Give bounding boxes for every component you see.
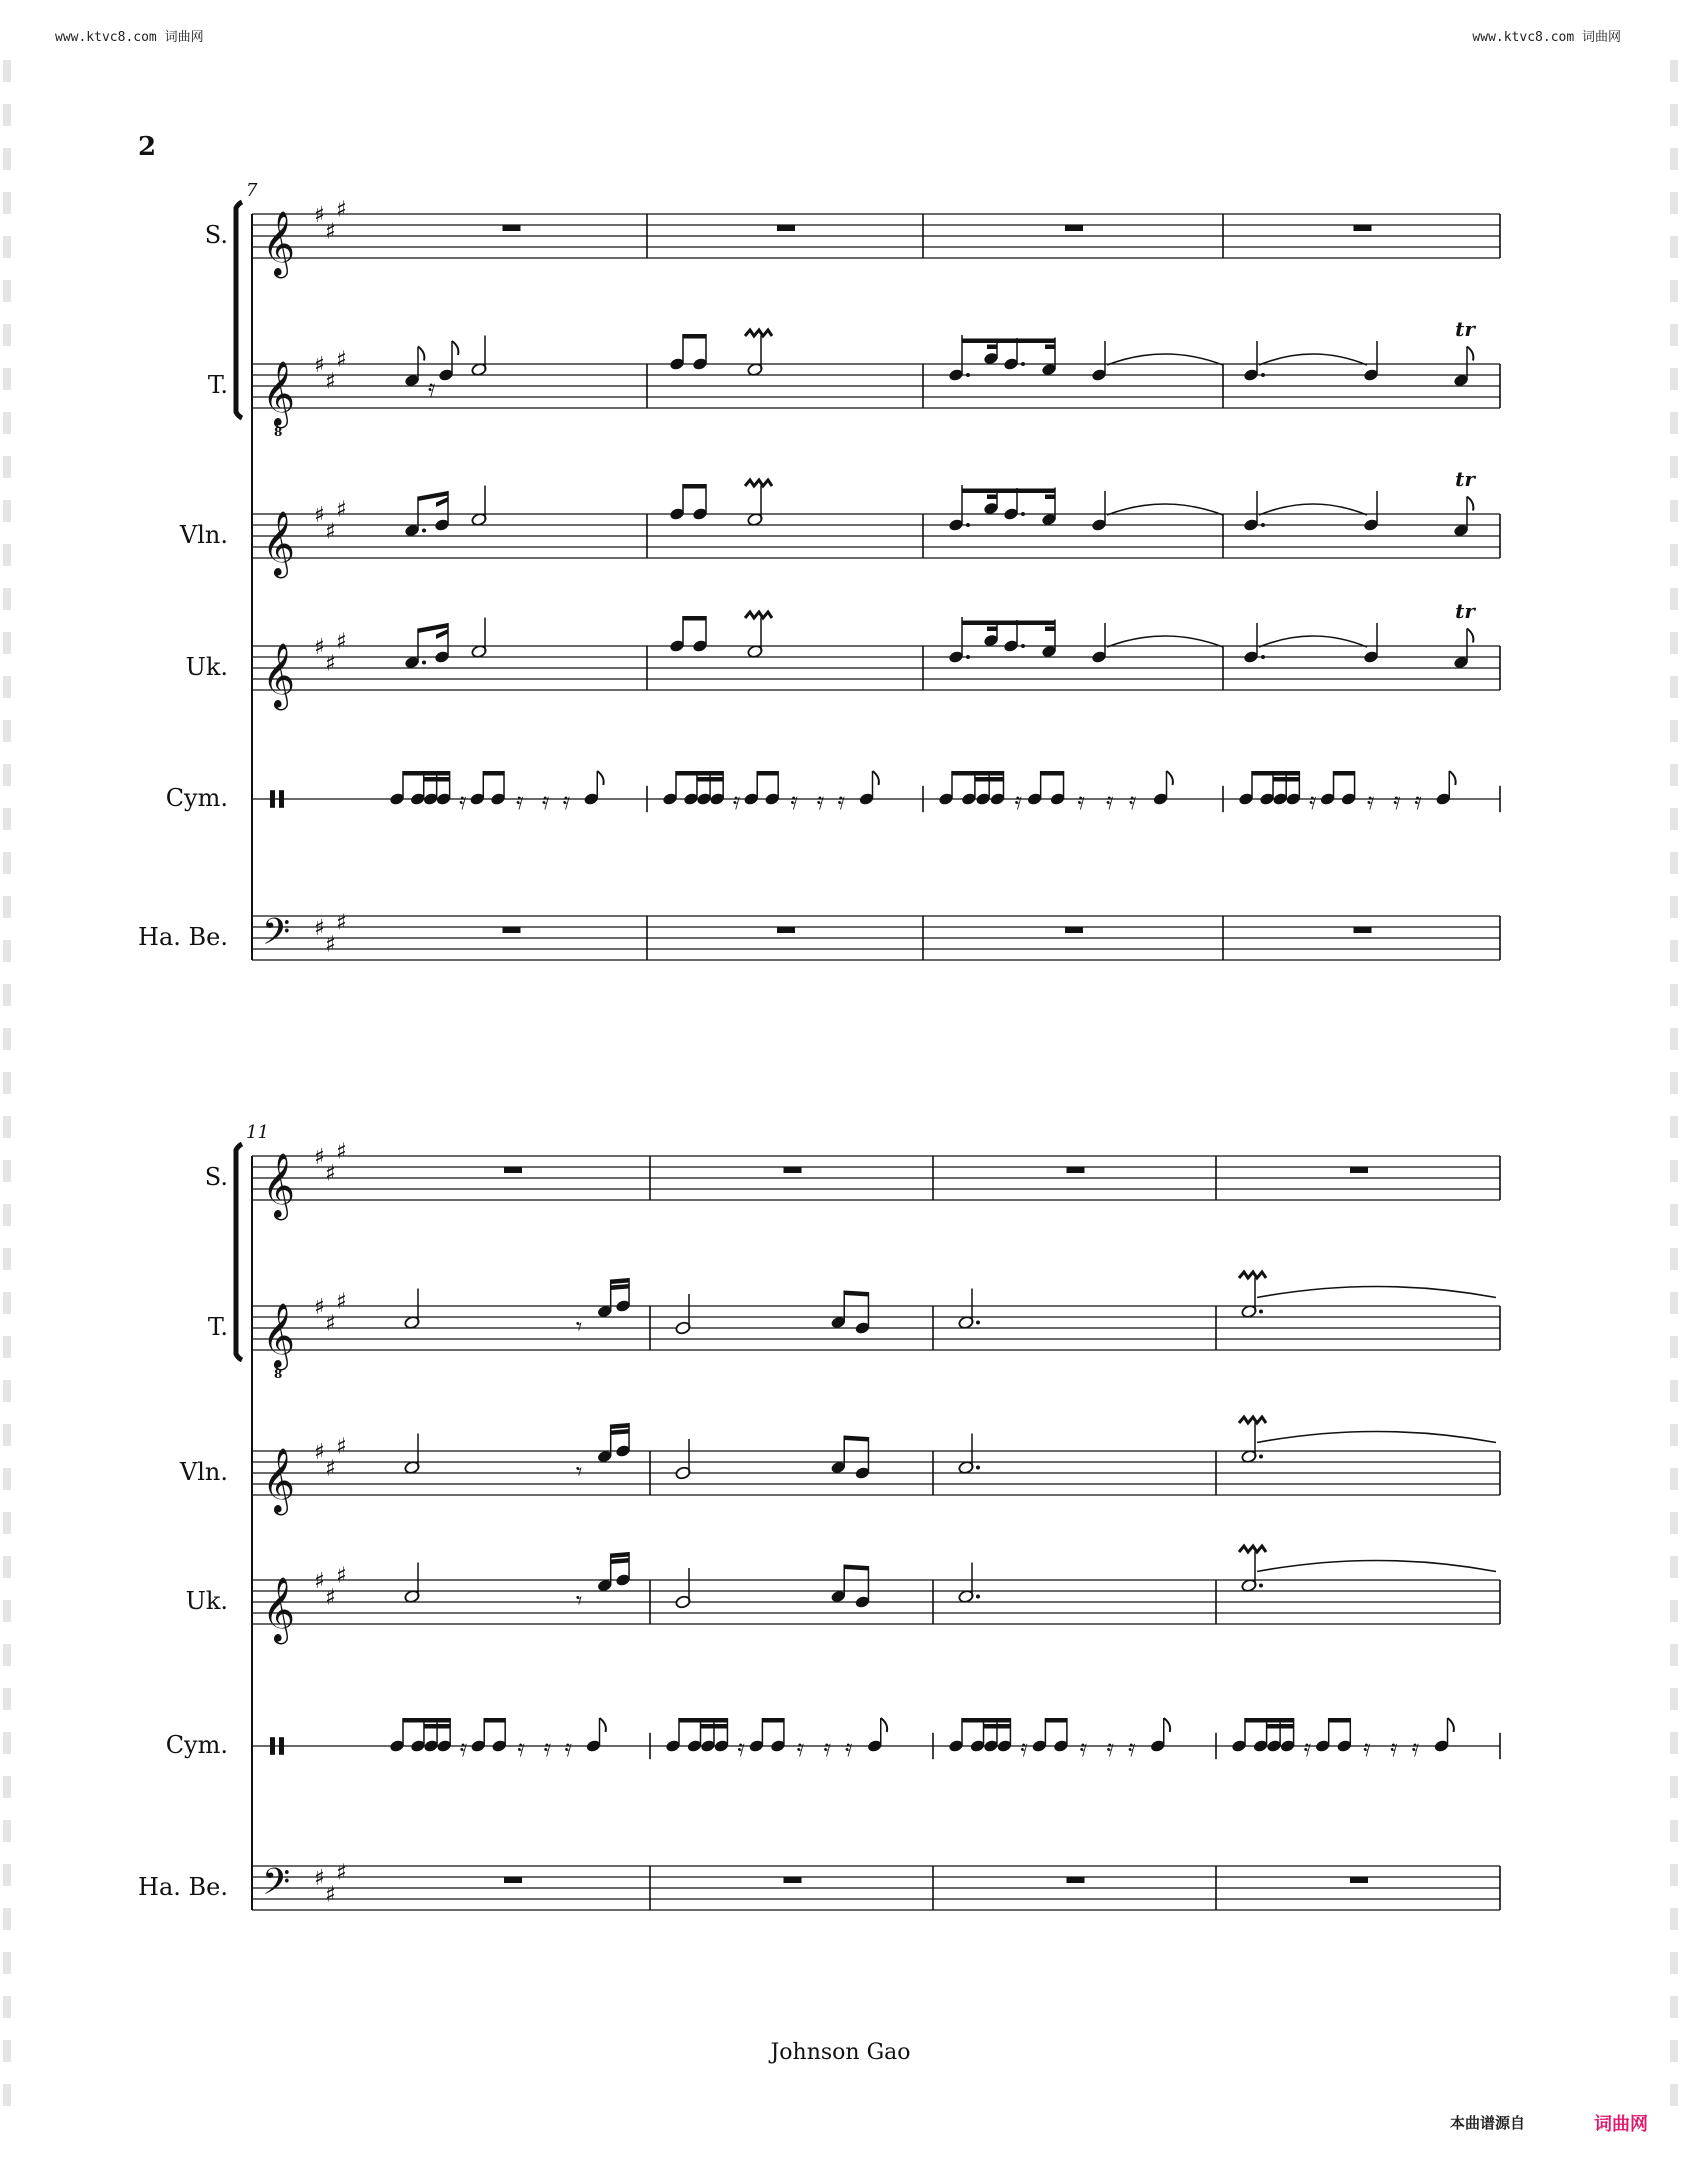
whole-rest <box>504 1877 522 1883</box>
beam <box>683 334 706 339</box>
flag <box>873 771 879 785</box>
key-sharp: ♯ <box>336 1563 347 1589</box>
site-header-left: www.ktvc8.com 词曲网 <box>55 30 204 45</box>
whole-rest <box>503 927 521 933</box>
key-sharp: ♯ <box>325 1456 336 1482</box>
staff-t <box>208 1272 1500 1381</box>
sixteenth-rest: 𝄿 <box>1414 786 1422 815</box>
dot <box>422 529 426 533</box>
beam <box>1267 1724 1294 1729</box>
dot <box>966 655 970 659</box>
beam <box>611 1284 629 1290</box>
sixteenth-rest: 𝄿 <box>1393 786 1401 815</box>
sixteenth-rest: 𝄿 <box>796 1733 805 1762</box>
instrument-label: Vln. <box>179 521 228 549</box>
trill-mark: tr <box>1455 317 1475 341</box>
sixteenth-rest: 𝄿 <box>564 1733 573 1762</box>
flag <box>600 1718 606 1732</box>
key-sharp: ♯ <box>325 1161 336 1187</box>
dot <box>1261 373 1265 377</box>
tie <box>1257 1561 1496 1572</box>
measure <box>1243 317 1476 388</box>
treble-clef: 𝄞 <box>262 1303 296 1368</box>
measure <box>784 1167 802 1173</box>
flag: 𝅘 <box>1166 779 1167 780</box>
measure <box>1354 927 1372 933</box>
key-sharp: ♯ <box>336 1860 347 1886</box>
sixteenth-rest: 𝄿 <box>1079 1733 1088 1762</box>
beam <box>987 627 997 632</box>
whole-rest <box>1350 1877 1368 1883</box>
sixteenth-rest: 𝄿 <box>1020 1733 1028 1762</box>
beam <box>987 495 997 500</box>
measure <box>1067 1167 1085 1173</box>
beam <box>1041 771 1064 776</box>
beam <box>844 1436 868 1442</box>
beam <box>424 1724 450 1729</box>
key-sharp: ♯ <box>325 519 336 545</box>
key-sharp: ♯ <box>325 1585 336 1611</box>
whole-rest <box>1350 1167 1368 1173</box>
flag <box>1164 1718 1170 1732</box>
measure <box>389 771 604 815</box>
key-sharp: ♯ <box>336 1289 347 1315</box>
measure-number: 11 <box>246 1122 269 1143</box>
beam <box>611 1423 629 1429</box>
trill-mark: tr <box>1455 599 1475 623</box>
whole-rest <box>784 1877 802 1883</box>
tie <box>1257 1432 1496 1443</box>
measure <box>404 336 487 402</box>
key-sharp: ♯ <box>336 197 347 223</box>
flag: 𝅘 <box>1447 1726 1448 1727</box>
staff-vln <box>179 467 1500 578</box>
sixteenth-rest: 𝄿 <box>459 786 467 815</box>
beam <box>962 621 1055 626</box>
measure <box>1239 1546 1496 1593</box>
staff-s <box>205 1140 1500 1221</box>
bass-clef: 𝄢 <box>262 1861 291 1912</box>
beam <box>611 1278 629 1284</box>
flag <box>1167 771 1173 785</box>
beam <box>757 771 778 776</box>
measure <box>958 1289 980 1330</box>
measure <box>389 1718 606 1762</box>
treble-clef: 𝄞 <box>262 511 296 576</box>
beam <box>844 1291 868 1297</box>
key-sharp: ♯ <box>325 651 336 677</box>
measure <box>1065 927 1083 933</box>
staff-cym <box>166 1718 1500 1762</box>
beam <box>484 1718 505 1723</box>
measure <box>404 1423 631 1486</box>
beam <box>403 771 450 776</box>
measure <box>1350 1167 1368 1173</box>
beam <box>1045 627 1055 632</box>
key-sharp: ♯ <box>325 932 336 958</box>
beam <box>1045 345 1055 350</box>
brand-logo: 词曲网 <box>1594 2114 1648 2135</box>
beam <box>762 1718 784 1723</box>
sixteenth-rest: 𝄿 <box>562 786 571 815</box>
staff-bracket <box>236 202 242 418</box>
octave-mark: 8 <box>274 1367 283 1381</box>
dot <box>966 523 970 527</box>
octave-mark: 8 <box>274 425 283 439</box>
composer-name: Johnson Gao <box>770 2040 911 2065</box>
dot <box>976 1466 980 1470</box>
mordent-mark <box>745 480 772 486</box>
sixteenth-rest: 𝄿 <box>428 373 436 402</box>
flag: 𝅘 <box>1449 779 1450 780</box>
treble-clef: 𝄞 <box>262 1577 296 1642</box>
mordent-mark <box>1239 1272 1266 1278</box>
measure <box>784 1877 802 1883</box>
key-sharp: ♯ <box>336 1434 347 1460</box>
mordent-mark <box>1239 1417 1266 1423</box>
treble-clef: 𝄞 <box>262 1448 296 1513</box>
beam <box>697 777 723 782</box>
measure <box>404 1278 631 1341</box>
sixteenth-rest: 𝄿 <box>1309 786 1317 815</box>
measure <box>669 330 772 377</box>
key-sharp: ♯ <box>325 219 336 245</box>
beam <box>1273 777 1299 782</box>
percussion-clef-bar <box>270 1737 275 1755</box>
sixteenth-rest: 𝄿 <box>1014 786 1022 815</box>
site-header-right: www.ktvc8.com 词曲网 <box>1472 30 1621 45</box>
staff-cym <box>166 771 1500 815</box>
measure <box>1243 467 1476 538</box>
sixteenth-rest: 𝄿 <box>517 1733 525 1762</box>
beam <box>1045 495 1055 500</box>
key-sharp: ♯ <box>314 353 325 378</box>
measure <box>777 225 795 231</box>
instrument-label: T. <box>207 371 228 399</box>
tie <box>1107 504 1223 515</box>
treble-clef: 𝄞 <box>262 361 296 426</box>
dot <box>1259 1310 1263 1314</box>
page-number: 2 <box>138 132 157 162</box>
sixteenth-rest: 𝄿 <box>1106 786 1114 815</box>
whole-rest <box>1354 927 1372 933</box>
sixteenth-rest: 𝄿 <box>516 786 524 815</box>
staff-habe <box>138 1861 1500 1913</box>
beam <box>987 345 997 350</box>
measure <box>404 486 487 538</box>
eighth-rest: 𝄾 <box>575 1586 583 1615</box>
beam <box>483 771 504 776</box>
system-2 <box>138 1122 1500 1912</box>
dot <box>966 373 970 377</box>
staff-habe <box>138 911 1500 963</box>
sixteenth-rest: 𝄿 <box>1411 1733 1420 1762</box>
beam <box>676 771 723 776</box>
key-sharp: ♯ <box>336 1139 347 1165</box>
system-1 <box>138 180 1500 962</box>
measure <box>669 480 772 527</box>
beam <box>1329 1718 1351 1723</box>
measure <box>948 1718 1170 1762</box>
dot <box>422 661 426 665</box>
whole-rest <box>1065 927 1083 933</box>
instrument-label: S. <box>204 221 228 249</box>
eighth-rest: 𝄾 <box>575 1457 583 1486</box>
measure <box>938 771 1173 815</box>
key-sharp: ♯ <box>314 916 325 941</box>
instrument-label: T. <box>207 1313 228 1341</box>
beam <box>1334 771 1355 776</box>
beam <box>611 1558 629 1564</box>
mordent-mark <box>745 612 772 618</box>
trill-mark: tr <box>1455 467 1475 491</box>
source-label: 本曲谱源自 <box>1450 2114 1526 2132</box>
sixteenth-rest: 𝄿 <box>1363 1733 1371 1762</box>
key-sharp: ♯ <box>314 1145 325 1170</box>
dot <box>1021 512 1025 516</box>
key-sharp: ♯ <box>314 203 325 228</box>
tie <box>1259 636 1367 647</box>
dot <box>976 1321 980 1325</box>
instrument-label: Ha. Be. <box>138 1873 228 1901</box>
key-sharp: ♯ <box>314 1569 325 1594</box>
measure <box>1238 771 1456 815</box>
flag <box>1467 347 1473 361</box>
whole-rest <box>503 225 521 231</box>
beam <box>975 777 1004 782</box>
key-sharp: ♯ <box>325 1882 336 1908</box>
bass-clef: 𝄢 <box>262 911 291 962</box>
measure <box>1354 225 1372 231</box>
sixteenth-rest: 𝄿 <box>823 1733 831 1762</box>
dot <box>976 1595 980 1599</box>
beam <box>436 497 448 507</box>
tie <box>1259 354 1367 365</box>
sixteenth-rest: 𝄿 <box>790 786 798 815</box>
flag <box>418 347 424 361</box>
measure <box>1239 1417 1496 1464</box>
tie <box>1107 354 1223 365</box>
measure <box>1350 1877 1368 1883</box>
sixteenth-rest: 𝄿 <box>543 1733 552 1762</box>
beam <box>952 771 1003 776</box>
beam <box>1252 771 1299 776</box>
beam <box>403 1718 450 1723</box>
whole-rest <box>1354 225 1372 231</box>
dot <box>1261 523 1265 527</box>
percussion-clef-bar <box>279 790 284 808</box>
sixteenth-rest: 𝄿 <box>459 1733 468 1762</box>
flag: 𝅘 <box>599 1726 600 1727</box>
beam <box>1045 1718 1067 1723</box>
staff-t <box>208 317 1500 439</box>
dot <box>1021 644 1025 648</box>
key-sharp: ♯ <box>314 635 325 660</box>
mordent-mark <box>1239 1546 1266 1552</box>
key-sharp: ♯ <box>314 1295 325 1320</box>
beam <box>962 339 1055 344</box>
staff-s <box>205 198 1500 279</box>
beam <box>611 1552 629 1558</box>
flag <box>1448 1718 1454 1732</box>
measure <box>1231 1718 1454 1762</box>
whole-rest <box>1065 225 1083 231</box>
whole-rest <box>1067 1877 1085 1883</box>
measure <box>777 927 795 933</box>
beam <box>424 777 450 782</box>
beam <box>679 1718 727 1723</box>
sixteenth-rest: 𝄿 <box>1129 786 1137 815</box>
treble-clef: 𝄞 <box>262 1153 296 1218</box>
eighth-rest: 𝄾 <box>575 1312 583 1341</box>
measure <box>404 618 487 670</box>
measure <box>1067 1877 1085 1883</box>
beam <box>962 489 1055 494</box>
key-sharp: ♯ <box>336 910 347 936</box>
beam <box>683 616 706 621</box>
beam <box>984 1724 1011 1729</box>
instrument-label: Uk. <box>185 653 228 681</box>
whole-rest <box>1067 1167 1085 1173</box>
treble-clef: 𝄞 <box>262 643 296 708</box>
instrument-label: Vln. <box>179 1458 228 1486</box>
sixteenth-rest: 𝄿 <box>845 1733 853 1762</box>
key-sharp: ♯ <box>336 629 347 655</box>
beam <box>683 484 706 489</box>
beam <box>844 1565 868 1571</box>
key-sharp: ♯ <box>314 1866 325 1891</box>
measure <box>1243 599 1476 670</box>
staff-uk <box>186 599 1500 710</box>
tie <box>1257 1287 1496 1298</box>
flag <box>452 341 458 355</box>
whole-rest <box>777 225 795 231</box>
sixteenth-rest: 𝄿 <box>816 786 825 815</box>
flag <box>1467 497 1473 511</box>
measure <box>1239 1272 1496 1319</box>
percussion-clef-bar <box>279 1737 284 1755</box>
measure <box>1065 225 1083 231</box>
key-sharp: ♯ <box>314 503 325 528</box>
measure-number: 7 <box>246 180 258 201</box>
instrument-label: Uk. <box>185 1587 228 1615</box>
dot <box>1259 1455 1263 1459</box>
measure <box>669 612 772 659</box>
instrument-label: Ha. Be. <box>138 923 228 951</box>
sixteenth-rest: 𝄿 <box>1366 786 1375 815</box>
sixteenth-rest: 𝄿 <box>1303 1733 1312 1762</box>
whole-rest <box>784 1167 802 1173</box>
dot <box>1021 362 1025 366</box>
measure <box>665 1718 887 1762</box>
percussion-clef-bar <box>270 790 275 808</box>
flag: 𝅘 <box>1163 1726 1165 1727</box>
measure <box>504 1877 522 1883</box>
flag: 𝅘 <box>880 1726 882 1727</box>
instrument-label: Cym. <box>165 1731 228 1759</box>
measure <box>958 1434 980 1475</box>
measure <box>503 927 521 933</box>
staff-vln <box>179 1417 1500 1515</box>
instrument-label: Cym. <box>165 784 228 812</box>
mordent-mark <box>745 330 772 336</box>
flag <box>881 1718 887 1732</box>
treble-clef: 𝄞 <box>262 211 296 276</box>
sixteenth-rest: 𝄿 <box>1390 1733 1398 1762</box>
key-sharp: ♯ <box>336 347 347 373</box>
measure <box>504 1167 522 1173</box>
staff-uk <box>186 1546 1500 1644</box>
key-sharp: ♯ <box>314 1440 325 1465</box>
measure <box>662 771 879 815</box>
flag: 𝅘 <box>872 779 873 780</box>
flag <box>1449 771 1455 785</box>
sixteenth-rest: 𝄿 <box>542 786 550 815</box>
key-sharp: ♯ <box>336 497 347 523</box>
beam <box>436 629 448 639</box>
key-sharp: ♯ <box>325 369 336 395</box>
sixteenth-rest: 𝄿 <box>1128 1733 1136 1762</box>
staff-bracket <box>236 1144 242 1360</box>
measure <box>503 225 521 231</box>
sixteenth-rest: 𝄿 <box>732 786 741 815</box>
sixteenth-rest: 𝄿 <box>1077 786 1085 815</box>
flag: 𝅘 <box>597 779 598 780</box>
dot <box>1261 655 1265 659</box>
tie <box>1107 636 1223 647</box>
measure <box>958 1563 980 1604</box>
instrument-label: S. <box>204 1163 228 1191</box>
beam <box>611 1429 629 1435</box>
flag <box>597 771 603 785</box>
sixteenth-rest: 𝄿 <box>737 1733 745 1762</box>
sixteenth-rest: 𝄿 <box>837 786 846 815</box>
beam <box>1245 1718 1294 1723</box>
dot <box>1259 1584 1263 1588</box>
sixteenth-rest: 𝄿 <box>1106 1733 1114 1762</box>
beam <box>701 1724 728 1729</box>
beam <box>962 1718 1010 1723</box>
key-sharp: ♯ <box>325 1311 336 1337</box>
whole-rest <box>777 927 795 933</box>
flag <box>1467 629 1473 643</box>
whole-rest <box>504 1167 522 1173</box>
tie <box>1259 504 1367 515</box>
measure <box>404 1552 631 1615</box>
